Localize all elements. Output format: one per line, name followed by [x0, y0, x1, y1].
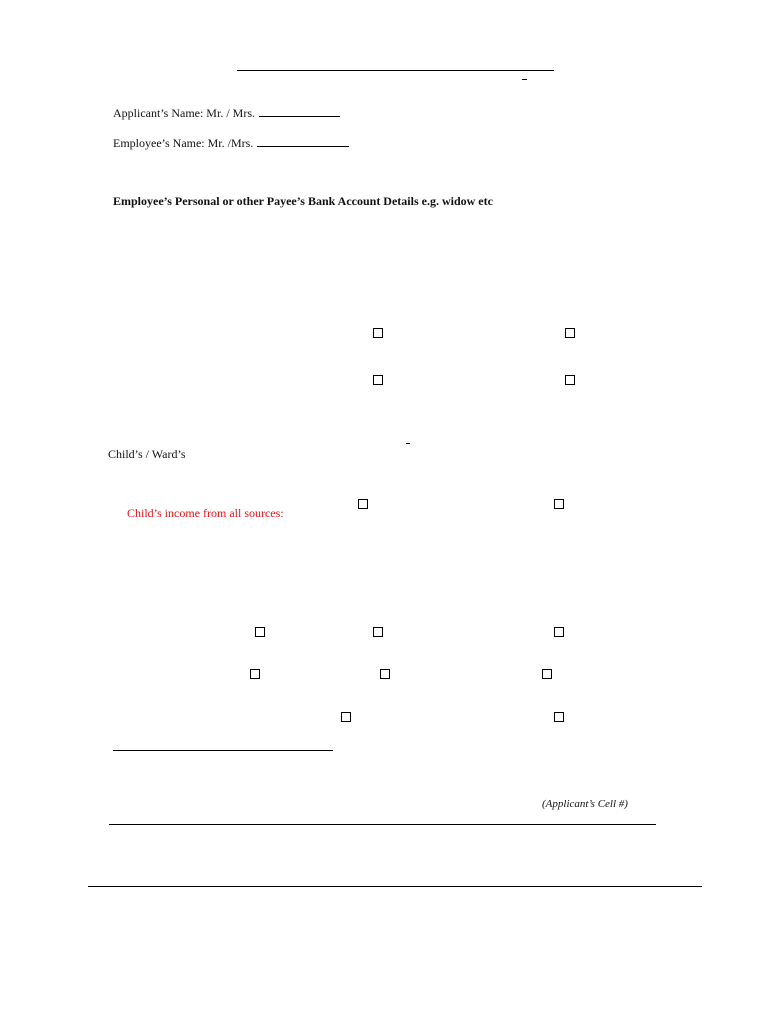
small-dash-mid — [406, 443, 410, 444]
checkbox-1b[interactable] — [565, 328, 575, 338]
signature-line — [113, 750, 333, 751]
checkbox-income-a[interactable] — [358, 499, 368, 509]
checkbox-4c[interactable] — [542, 669, 552, 679]
footer-rule-2 — [88, 886, 702, 887]
employee-name-label: Employee’s Name: Mr. /Mrs. — [113, 136, 254, 150]
child-ward-label: Child’s / Ward’s — [108, 447, 186, 461]
checkbox-5a[interactable] — [341, 712, 351, 722]
checkbox-3c[interactable] — [554, 627, 564, 637]
title-underline — [237, 70, 554, 71]
checkbox-3a[interactable] — [255, 627, 265, 637]
checkbox-4b[interactable] — [380, 669, 390, 679]
checkbox-2b[interactable] — [565, 375, 575, 385]
checkbox-income-b[interactable] — [554, 499, 564, 509]
checkbox-4a[interactable] — [250, 669, 260, 679]
applicant-cell-label: (Applicant’s Cell #) — [542, 798, 628, 810]
bank-details-heading: Employee’s Personal or other Payee’s Bank Account Details e.g. widow etc — [113, 194, 493, 208]
footer-rule-1 — [109, 824, 656, 825]
small-dash — [522, 79, 527, 80]
child-income-label: Child’s income from all sources: — [127, 506, 284, 520]
applicant-name-label: Applicant’s Name: Mr. / Mrs. — [113, 106, 255, 120]
employee-name-field[interactable] — [257, 135, 349, 147]
applicant-name-field[interactable] — [259, 105, 340, 117]
applicant-name-row — [113, 105, 340, 120]
checkbox-3b[interactable] — [373, 627, 383, 637]
checkbox-1a[interactable] — [373, 328, 383, 338]
checkbox-2a[interactable] — [373, 375, 383, 385]
checkbox-5b[interactable] — [554, 712, 564, 722]
employee-name-row — [113, 135, 349, 150]
